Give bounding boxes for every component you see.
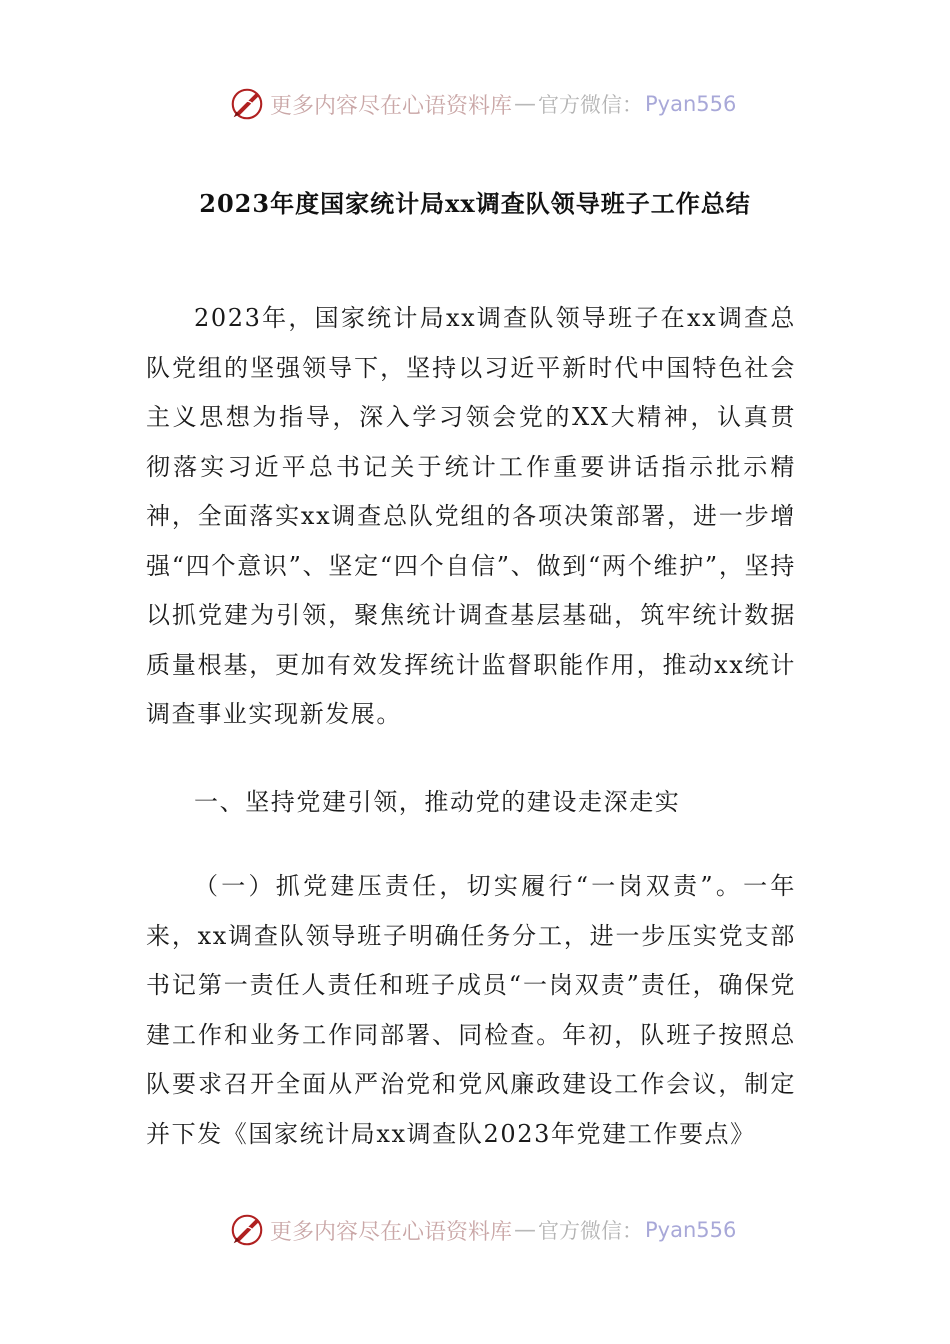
paragraph-text: （一）抓党建压责任，切实履行“一岗双责”。一年来，xx调查队领导班子明确任务分工，进一步压实党支部书记第一责任人责任和班子成员“一岗双责”责任，确保党建工作和业务工作同部署、同检查。年初，队班子按照总队要求召开全面从严治党和党风廉政建设工作会议，制定并下发《国家统计局xx调查队2023年党建工作要点》 xyxy=(146,872,796,1148)
banner-wechat-id: Pyan556 xyxy=(645,92,737,116)
document-title: 2023年度国家统计局xx调查队领导班子工作总结 xyxy=(199,189,751,218)
paragraph-intro xyxy=(146,294,796,740)
banner-brand-text: 更多内容尽在心语资料库 xyxy=(270,93,513,119)
banner-separator: — xyxy=(514,1217,537,1243)
paragraph-section-1-1 xyxy=(146,862,796,1159)
header-banner xyxy=(228,84,736,124)
banner-wechat-id: Pyan556 xyxy=(645,1218,737,1242)
section-heading xyxy=(146,778,796,828)
banner-separator: — xyxy=(514,91,537,117)
pen-logo-icon xyxy=(228,85,266,123)
banner-wechat-label: 官方微信： xyxy=(538,93,644,117)
banner-brand-text: 更多内容尽在心语资料库 xyxy=(270,1219,513,1245)
footer-banner xyxy=(228,1210,736,1250)
pen-logo-icon xyxy=(228,1211,266,1249)
paragraph-text: 2023年，国家统计局xx调查队领导班子在xx调查总队党组的坚强领导下，坚持以习近平新时代中国特色社会主义思想为指导，深入学习领会党的XX大精神，认真贯彻落实习近平总书记关于统计工作重要讲话指示批示精神，全面落实xx调查总队党组的各项决策部署，进一步增强“四个意识”、坚定“四个自信”、做到“两个维护”，坚持以抓党建为引领，聚焦统计调查基层基础，筑牢统计数据质量根基，更加有效发挥统计监督职能作用，推动xx统计调查事业实现新发展。 xyxy=(146,304,796,728)
section-heading-text: 一、坚持党建引领，推动党的建设走深走实 xyxy=(194,788,681,816)
banner-wechat-label: 官方微信： xyxy=(538,1219,644,1243)
